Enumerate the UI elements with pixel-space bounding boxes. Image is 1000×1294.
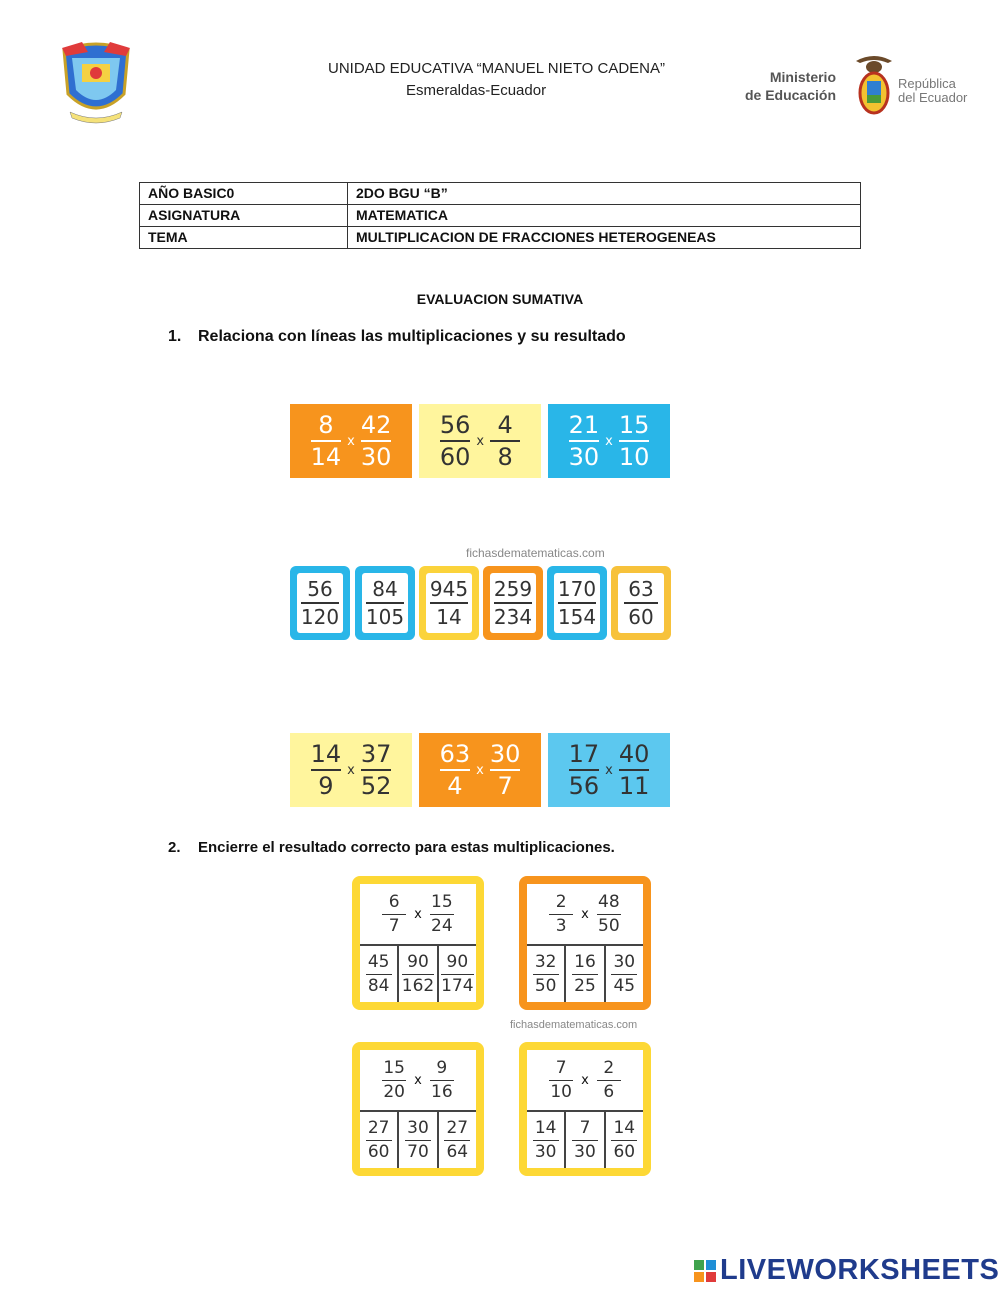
result-tile[interactable] bbox=[547, 566, 607, 640]
numerator: 8 bbox=[318, 411, 334, 439]
republic-text bbox=[898, 77, 967, 105]
denominator: 174 bbox=[441, 975, 474, 996]
numerator: 56 bbox=[439, 411, 471, 439]
fraction bbox=[361, 740, 392, 800]
denominator: 25 bbox=[574, 975, 596, 996]
numerator: 15 bbox=[618, 411, 650, 439]
question-number: 1. bbox=[168, 328, 182, 345]
times-sign: x bbox=[476, 433, 485, 449]
multiplication-tile[interactable] bbox=[419, 404, 541, 478]
answer-option[interactable] bbox=[439, 946, 476, 1002]
answer-option[interactable] bbox=[399, 946, 438, 1002]
denominator: 60 bbox=[439, 443, 471, 471]
denominator: 10 bbox=[550, 1081, 572, 1102]
liveworksheets-logo[interactable] bbox=[694, 1254, 999, 1287]
info-label: ASIGNATURA bbox=[140, 205, 348, 227]
fraction bbox=[624, 577, 658, 629]
fraction bbox=[430, 892, 454, 937]
denominator: 60 bbox=[628, 605, 654, 629]
answer-option[interactable] bbox=[606, 1112, 643, 1168]
times-sign: x bbox=[605, 762, 613, 778]
numerator: 7 bbox=[579, 1117, 591, 1138]
denominator: 24 bbox=[431, 915, 453, 936]
times-sign: x bbox=[347, 762, 355, 778]
multiplication-tile[interactable] bbox=[290, 733, 412, 807]
info-value: MULTIPLICACION DE FRACCIONES HETEROGENEAS bbox=[348, 227, 861, 249]
numerator: 9 bbox=[436, 1057, 448, 1078]
result-tile[interactable] bbox=[483, 566, 543, 640]
times-sign: x bbox=[581, 1072, 589, 1088]
question-number: 2. bbox=[168, 839, 181, 856]
question-1 bbox=[168, 328, 626, 346]
fraction bbox=[311, 411, 342, 471]
numerator: 259 bbox=[493, 577, 533, 601]
denominator: 45 bbox=[613, 975, 636, 996]
republic-line2: del Ecuador bbox=[898, 90, 968, 105]
numerator: 48 bbox=[598, 891, 620, 912]
times-sign: x bbox=[414, 1072, 422, 1088]
result-tile[interactable] bbox=[419, 566, 479, 640]
denominator: 3 bbox=[555, 915, 567, 936]
info-label: AÑO BASIC0 bbox=[140, 183, 348, 205]
multiplication-tile[interactable] bbox=[548, 404, 670, 478]
info-row bbox=[140, 205, 861, 227]
answer-option[interactable] bbox=[439, 1112, 476, 1168]
numerator: 30 bbox=[489, 740, 521, 768]
evaluation-title: EVALUACION SUMATIVA bbox=[416, 291, 584, 307]
denominator: 30 bbox=[568, 443, 600, 471]
fraction bbox=[597, 1058, 621, 1103]
numerator: 15 bbox=[383, 1057, 405, 1078]
numerator: 30 bbox=[407, 1117, 429, 1138]
fraction bbox=[490, 411, 520, 471]
denominator: 105 bbox=[365, 605, 405, 629]
fraction bbox=[301, 577, 339, 629]
numerator: 2 bbox=[603, 1057, 615, 1078]
fraction bbox=[440, 740, 471, 800]
fraction bbox=[382, 892, 406, 937]
answer-option[interactable] bbox=[527, 946, 566, 1002]
multiplication-card bbox=[352, 876, 484, 1010]
answer-option[interactable] bbox=[606, 946, 643, 1002]
numerator: 63 bbox=[439, 740, 471, 768]
numerator: 84 bbox=[372, 577, 398, 601]
answer-option[interactable] bbox=[566, 946, 605, 1002]
fraction bbox=[549, 1058, 573, 1103]
info-value: 2DO BGU “B” bbox=[348, 183, 861, 205]
times-sign: x bbox=[605, 433, 613, 449]
numerator: 27 bbox=[446, 1117, 469, 1138]
numerator: 4 bbox=[497, 411, 513, 439]
numerator: 6 bbox=[388, 891, 400, 912]
numerator: 14 bbox=[534, 1117, 557, 1138]
numerator: 15 bbox=[431, 891, 453, 912]
numerator: 170 bbox=[557, 577, 597, 601]
fraction bbox=[597, 892, 621, 937]
numerator: 21 bbox=[568, 411, 600, 439]
denominator: 6 bbox=[603, 1081, 615, 1102]
numerator: 7 bbox=[555, 1057, 567, 1078]
answer-option[interactable] bbox=[566, 1112, 605, 1168]
question-2 bbox=[168, 839, 615, 856]
numerator: 37 bbox=[360, 740, 392, 768]
fraction bbox=[366, 577, 404, 629]
denominator: 64 bbox=[446, 1141, 469, 1162]
denominator: 60 bbox=[367, 1141, 390, 1162]
fraction bbox=[440, 411, 471, 471]
numerator: 45 bbox=[367, 951, 390, 972]
multiplication-card bbox=[352, 1042, 484, 1176]
times-sign: x bbox=[581, 906, 589, 922]
answer-option[interactable] bbox=[399, 1112, 438, 1168]
fraction bbox=[558, 577, 596, 629]
times-sign: x bbox=[414, 906, 422, 922]
fraction bbox=[361, 411, 392, 471]
denominator: 16 bbox=[431, 1081, 453, 1102]
liveworksheets-icon bbox=[694, 1260, 716, 1282]
numerator: 27 bbox=[367, 1117, 390, 1138]
fraction bbox=[494, 577, 532, 629]
denominator: 14 bbox=[436, 605, 462, 629]
denominator: 7 bbox=[497, 772, 513, 800]
fraction bbox=[311, 740, 342, 800]
denominator: 154 bbox=[557, 605, 597, 629]
denominator: 52 bbox=[360, 772, 392, 800]
result-tile[interactable] bbox=[355, 566, 415, 640]
denominator: 8 bbox=[497, 443, 513, 471]
ministry-line1: Ministerio bbox=[769, 69, 836, 85]
denominator: 234 bbox=[493, 605, 533, 629]
info-label: TEMA bbox=[140, 227, 348, 249]
watermark: fichasdematematicas.com bbox=[466, 546, 605, 560]
multiplication-tile[interactable] bbox=[290, 404, 412, 478]
numerator: 42 bbox=[360, 411, 392, 439]
result-tile[interactable] bbox=[290, 566, 350, 640]
denominator: 9 bbox=[318, 772, 334, 800]
info-table bbox=[139, 182, 861, 249]
numerator: 16 bbox=[574, 951, 596, 972]
fraction bbox=[569, 740, 600, 800]
denominator: 50 bbox=[534, 975, 557, 996]
denominator: 30 bbox=[360, 443, 392, 471]
numerator: 90 bbox=[407, 951, 429, 972]
question-text: Encierre el resultado correcto para estas multiplicaciones. bbox=[198, 839, 615, 856]
numerator: 14 bbox=[613, 1117, 636, 1138]
denominator: 14 bbox=[310, 443, 342, 471]
denominator: 84 bbox=[367, 975, 390, 996]
fraction bbox=[549, 892, 573, 937]
denominator: 70 bbox=[407, 1141, 429, 1162]
question-text: Relaciona con líneas las multiplicaciones y su resultado bbox=[198, 328, 626, 345]
numerator: 56 bbox=[307, 577, 333, 601]
multiplication-tile[interactable] bbox=[419, 733, 541, 807]
numerator: 30 bbox=[613, 951, 636, 972]
denominator: 120 bbox=[300, 605, 340, 629]
info-row bbox=[140, 183, 861, 205]
denominator: 162 bbox=[401, 975, 435, 996]
watermark: fichasdematematicas.com bbox=[510, 1019, 638, 1031]
school-name: UNIDAD EDUCATIVA “MANUEL NIETO CADENA” bbox=[328, 60, 665, 77]
fraction bbox=[490, 740, 521, 800]
fraction bbox=[619, 740, 650, 800]
answer-option[interactable] bbox=[360, 946, 399, 1002]
republic-line1: República bbox=[898, 76, 956, 91]
denominator: 11 bbox=[618, 772, 650, 800]
numerator: 2 bbox=[555, 891, 567, 912]
times-sign: x bbox=[476, 762, 484, 778]
numerator: 63 bbox=[628, 577, 654, 601]
answer-option[interactable] bbox=[360, 1112, 399, 1168]
times-sign: x bbox=[347, 433, 355, 449]
liveworksheets-brand: LIVEWORKSHEETS bbox=[720, 1254, 1000, 1286]
school-city: Esmeraldas-Ecuador bbox=[406, 82, 547, 99]
fraction bbox=[430, 577, 468, 629]
denominator: 30 bbox=[574, 1141, 596, 1162]
denominator: 7 bbox=[388, 915, 400, 936]
answer-option[interactable] bbox=[527, 1112, 566, 1168]
multiplication-tile[interactable] bbox=[548, 733, 670, 807]
denominator: 60 bbox=[613, 1141, 636, 1162]
fraction bbox=[569, 411, 600, 471]
numerator: 14 bbox=[310, 740, 342, 768]
denominator: 56 bbox=[568, 772, 600, 800]
multiplication-card bbox=[519, 876, 651, 1010]
denominator: 4 bbox=[447, 772, 463, 800]
fraction bbox=[619, 411, 650, 471]
denominator: 30 bbox=[534, 1141, 557, 1162]
denominator: 10 bbox=[618, 443, 650, 471]
info-value: MATEMATICA bbox=[348, 205, 861, 227]
denominator: 20 bbox=[383, 1081, 405, 1102]
numerator: 40 bbox=[618, 740, 650, 768]
ministry-logo bbox=[744, 68, 836, 104]
numerator: 90 bbox=[446, 951, 469, 972]
numerator: 17 bbox=[568, 740, 600, 768]
result-tile[interactable] bbox=[611, 566, 671, 640]
denominator: 50 bbox=[598, 915, 620, 936]
ecuador-coat-of-arms bbox=[852, 55, 896, 119]
multiplication-card bbox=[519, 1042, 651, 1176]
numerator: 945 bbox=[429, 577, 469, 601]
info-row bbox=[140, 227, 861, 249]
school-crest bbox=[58, 38, 134, 126]
numerator: 32 bbox=[534, 951, 557, 972]
fraction bbox=[382, 1058, 406, 1103]
fraction bbox=[430, 1058, 454, 1103]
ministry-line2: de Educación bbox=[744, 87, 836, 103]
